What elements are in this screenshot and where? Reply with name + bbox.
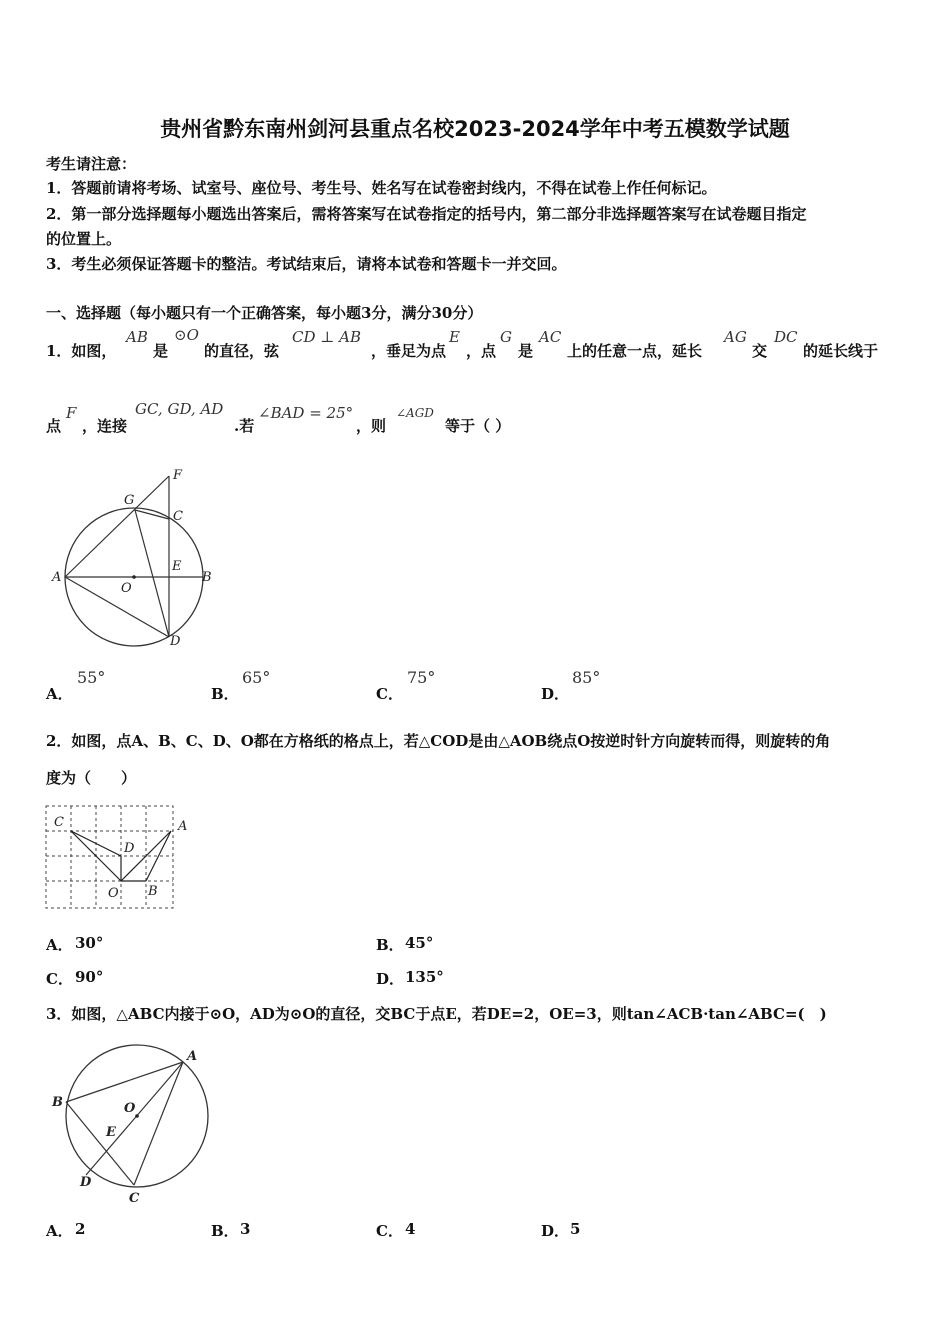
q3-label-o: O (124, 1101, 136, 1116)
q2-option-c-letter: C． (46, 970, 73, 988)
q1-text-9: 的延长线于 (803, 342, 879, 360)
q1-math-g: G (500, 328, 512, 346)
q1-label-o: O (121, 581, 132, 596)
q1-math-ac: AC (539, 328, 562, 346)
q2-segment-cd (71, 831, 121, 856)
q3-center-dot (135, 1114, 139, 1118)
q1-option-a-value: 55° (77, 668, 106, 687)
q3-segment-ac (134, 1062, 183, 1185)
q3-option-d-value: 5 (570, 1220, 581, 1238)
q1-option-b-letter: B． (211, 685, 239, 703)
q2-option-b-letter: B． (376, 936, 404, 954)
q3-option-b-letter: B． (211, 1222, 239, 1240)
q1-text-6: 是 (518, 342, 534, 360)
q1-label-a: A (52, 570, 62, 585)
q1-math-cd-perp-ab: CD ⊥ AB (292, 328, 362, 346)
q3-option-a-value: 2 (75, 1220, 86, 1238)
q3-option-d-letter: D． (541, 1222, 570, 1240)
notice-item-1: 1．答题前请将考场、试室号、座位号、考生号、姓名写在试卷密封线内，不得在试卷上作任何标记。 (46, 179, 717, 197)
q2-label-c: C (54, 815, 64, 830)
q1-math-ag: AG (724, 328, 747, 346)
q1-math-circle-o: ⊙O (174, 326, 199, 344)
q1-label-f: F (173, 468, 183, 483)
q2-option-d-value: 135° (405, 968, 444, 986)
q3-option-c-letter: C． (376, 1222, 403, 1240)
q2-option-b-value: 45° (405, 934, 434, 952)
q1-text-7: 上的任意一点，延长 (567, 342, 703, 360)
q1-text-14: 等于（ ） (445, 417, 511, 435)
q1-text-3: 的直径，弦 (204, 342, 280, 360)
q1-figure (46, 462, 226, 652)
q2-label-b: B (148, 884, 158, 899)
q1-option-d-value: 85° (572, 668, 601, 687)
q1-math-e: E (449, 328, 460, 346)
q2-figure (44, 804, 194, 912)
q1-center-dot (132, 575, 136, 579)
q3-option-c-value: 4 (405, 1220, 416, 1238)
q1-math-dc: DC (774, 328, 798, 346)
q3-label-e: E (106, 1125, 116, 1140)
q1-option-c-letter: C． (376, 685, 403, 703)
notice-heading: 考生请注意： (46, 155, 137, 173)
q3-label-c: C (129, 1191, 140, 1206)
q2-line-2: 度为（ ） (46, 769, 137, 787)
q1-option-a-letter: A． (46, 685, 73, 703)
notice-item-2-line-2: 的位置上。 (46, 230, 122, 248)
q3-label-b: B (52, 1095, 63, 1110)
q1-text-13: ，则 (356, 417, 387, 435)
q1-text-12: .若 (234, 417, 255, 435)
q1-label-d: D (170, 634, 181, 649)
q1-option-c-value: 75° (407, 668, 436, 687)
q1-text-4: ，垂足为点 (371, 342, 447, 360)
q1-text-11: ，连接 (82, 417, 128, 435)
q1-text-8: 交 (752, 342, 768, 360)
q1-math-angle-bad: ∠BAD = 25° (258, 404, 354, 422)
q3-line-1: 3．如图，△ABC内接于⊙O，AD为⊙O的直径，交BC于点E，若DE=2，OE=3，则tan∠ACB·tan∠ABC=( ) (46, 1005, 827, 1023)
q2-option-d-letter: D． (376, 970, 405, 988)
notice-item-3: 3．考生必须保证答题卡的整洁。考试结束后，请将本试卷和答题卡一并交回。 (46, 255, 567, 273)
q1-text-5: ，点 (466, 342, 497, 360)
q3-figure (46, 1040, 226, 1210)
q1-text-1: 1．如图， (46, 342, 117, 360)
q1-label-c: C (173, 509, 183, 524)
q1-math-ab: AB (126, 328, 148, 346)
q1-label-e: E (172, 559, 182, 574)
q2-option-a-letter: A． (46, 936, 73, 954)
q1-line-gd (135, 510, 169, 637)
q2-label-o: O (108, 886, 119, 901)
q1-label-b: B (202, 570, 212, 585)
q1-label-g: G (124, 493, 135, 508)
q1-option-b-value: 65° (242, 668, 271, 687)
q2-label-a: A (178, 819, 188, 834)
q1-line-ad (65, 577, 169, 637)
q1-math-angle-agd: ∠AGD (396, 406, 434, 420)
notice-item-2-line-1: 2．第一部分选择题每小题选出答案后，需将答案写在试卷指定的括号内，第二部分非选择题答案写在试卷题目指定 (46, 205, 807, 223)
q3-option-a-letter: A． (46, 1222, 73, 1240)
q1-math-gc-gd-ad: GC, GD, AD (135, 400, 224, 418)
q2-label-d: D (124, 841, 135, 856)
q1-option-d-letter: D． (541, 685, 570, 703)
q1-text-2: 是 (153, 342, 169, 360)
q1-line-af (65, 476, 169, 577)
q2-option-a-value: 30° (75, 934, 104, 952)
q3-label-a: A (187, 1049, 198, 1064)
q3-option-b-value: 3 (240, 1220, 251, 1238)
q3-label-d: D (80, 1175, 92, 1190)
page-title: 贵州省黔东南州剑河县重点名校2023-2024学年中考五模数学试题 (160, 117, 790, 141)
q1-text-10: 点 (46, 417, 62, 435)
q1-math-f: F (66, 404, 77, 422)
section-heading: 一、选择题（每小题只有一个正确答案，每小题3分，满分30分） (46, 304, 483, 322)
q2-line-1: 2．如图，点A、B、C、D、O都在方格纸的格点上，若△COD是由△AOB绕点O按逆时针方向旋转而得，则旋转的角 (46, 732, 831, 750)
q2-option-c-value: 90° (75, 968, 104, 986)
